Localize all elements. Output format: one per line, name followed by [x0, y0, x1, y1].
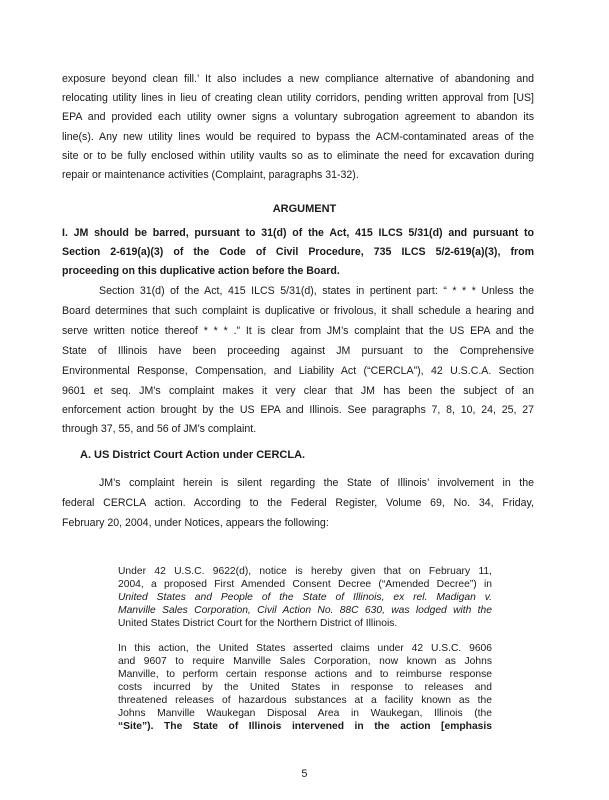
- subsection-a-heading: A. US District Court Action under CERCLA.: [80, 449, 306, 461]
- quote-line: Manville, to perform certain response actions and to reimburse response: [118, 669, 492, 680]
- text-line: site or to be fully enclosed within utility vaults so as to eliminate the need for excavation during: [62, 150, 534, 162]
- text-line: EPA and provided each utility owner signs a voluntary subrogation agreement to abandon its: [62, 111, 534, 123]
- text-line: relocating utility lines in lieu of creating clean utility corridors, pending written approval from [US]: [62, 92, 534, 104]
- quote-line: Johns Manville Waukegan Disposal Area in Waukegan, Illinois (the: [118, 708, 492, 719]
- case-name: Manville Sales Corporation, Civil Action No. 88C 630, was lodged with the: [118, 605, 492, 616]
- text-line: Section 31(d) of the Act, 415 ILCS 5/31(d), states in pertinent part: “ * * * Unless the: [99, 285, 534, 297]
- quote-line: and 9607 to require Manville Sales Corporation, now known as Johns: [118, 656, 492, 667]
- text-line: Environmental Response, Compensation, and Liability Act (“CERCLA”), 42 U.S.C.A. Section: [62, 365, 534, 377]
- text-line: State of Illinois have been proceeding against JM pursuant to the Comprehensive: [62, 345, 534, 357]
- text-line: JM’s complaint herein is silent regarding the State of Illinois’ involvement in the: [99, 477, 534, 489]
- heading-line: proceeding on this duplicative action before the Board.: [62, 265, 340, 277]
- text-line: serve written notice thereof * * * .” It is clear from JM’s complaint that the US EPA and the: [62, 325, 534, 337]
- quote-line: In this action, the United States asserted claims under 42 U.S.C. 9606: [118, 643, 492, 654]
- quote-line: “Site”). The State of Illinois intervened in the action [emphasis: [118, 721, 492, 732]
- text-line: through 37, 55, and 56 of JM’s complaint.: [62, 423, 257, 435]
- quote-line: 2004, a proposed First Amended Consent Decree (“Amended Decree”) in: [118, 579, 492, 590]
- text-line: exposure beyond clean fill.’ It also includes a new compliance alternative of abandoning and: [62, 73, 534, 85]
- quote-line: threatened releases of hazardous substances at a facility known as the: [118, 695, 492, 706]
- text-line: enforcement action brought by the US EPA and Illinois. See paragraphs 7, 8, 10, 24, 25, 27: [62, 404, 534, 416]
- quote-line: United States and People of the State of Illinois, ex rel. Madigan v.: [118, 592, 492, 603]
- text-line: February 20, 2004, under Notices, appears the following:: [62, 517, 329, 529]
- text-line: federal CERCLA action. According to the Federal Register, Volume 69, No. 34, Friday,: [62, 497, 534, 509]
- argument-heading: ARGUMENT: [272, 203, 337, 215]
- quote-line: Under 42 U.S.C. 9622(d), notice is hereby given that on February 11,: [118, 566, 492, 577]
- text-line: repair or maintenance activities (Complaint, paragraphs 31-32).: [62, 169, 359, 181]
- text-line: Board determines that such complaint is duplicative or frivolous, it shall schedule a hearing and: [62, 305, 534, 317]
- heading-line: I. JM should be barred, pursuant to 31(d) of the Act, 415 ILCS 5/31(d) and pursuant to: [62, 227, 534, 239]
- quote-line: United States District Court for the Northern District of Illinois.: [118, 618, 398, 629]
- text-line: 9601 et seq. JM’s complaint makes it very clear that JM has been the subject of an: [62, 385, 534, 397]
- quote-line: [118, 605, 492, 618]
- page-number: 5: [301, 768, 308, 780]
- quote-line: costs incurred by the United States in response to releases and: [118, 682, 492, 693]
- text-line: line(s). Any new utility lines would be required to bypass the ACM-contaminated areas of the: [62, 131, 534, 143]
- heading-line: Section 2-619(a)(3) of the Code of Civil Procedure, 735 ILCS 5/2-619(a)(3), from: [62, 246, 534, 258]
